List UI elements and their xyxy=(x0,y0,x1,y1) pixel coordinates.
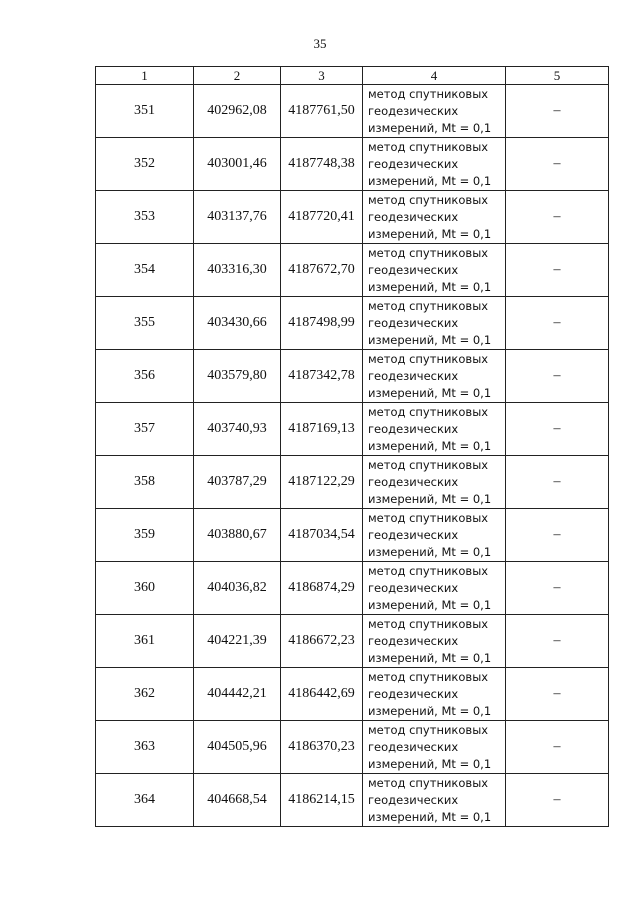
method-line: геодезических xyxy=(368,209,459,224)
method-line: геодезических xyxy=(368,739,459,754)
coordinates-table xyxy=(95,66,609,827)
table-row xyxy=(96,244,609,297)
y-coordinate: 4187342,78 xyxy=(281,350,363,403)
table-header xyxy=(96,67,609,85)
x-coordinate: 403787,29 xyxy=(194,456,281,509)
point-number: 352 xyxy=(96,138,194,191)
header-row xyxy=(96,67,609,85)
method-line: метод спутниковых xyxy=(368,298,489,313)
table-row xyxy=(96,562,609,615)
method-line: геодезических xyxy=(368,580,459,595)
x-coordinate: 404036,82 xyxy=(194,562,281,615)
point-number: 358 xyxy=(96,456,194,509)
method-description xyxy=(363,244,506,297)
method-line: геодезических xyxy=(368,103,459,118)
point-number: 351 xyxy=(96,85,194,138)
method-line: метод спутниковых xyxy=(368,563,489,578)
point-number: 362 xyxy=(96,668,194,721)
method-line: метод спутниковых xyxy=(368,775,489,790)
table-row xyxy=(96,456,609,509)
x-coordinate: 403880,67 xyxy=(194,509,281,562)
x-coordinate: 402962,08 xyxy=(194,85,281,138)
column-header-2: 2 xyxy=(194,67,281,85)
method-line: метод спутниковых xyxy=(368,722,489,737)
method-line: измерений, Mt = 0,1 xyxy=(368,809,492,824)
table-row xyxy=(96,509,609,562)
table-row xyxy=(96,403,609,456)
method-description xyxy=(363,774,506,827)
point-number: 359 xyxy=(96,509,194,562)
column-header-4: 4 xyxy=(363,67,506,85)
method-line: измерений, Mt = 0,1 xyxy=(368,756,492,771)
method-line: измерений, Mt = 0,1 xyxy=(368,120,492,135)
note-dash: – xyxy=(506,668,609,721)
y-coordinate: 4187122,29 xyxy=(281,456,363,509)
method-line: измерений, Mt = 0,1 xyxy=(368,226,492,241)
note-dash: – xyxy=(506,244,609,297)
y-coordinate: 4187169,13 xyxy=(281,403,363,456)
method-line: геодезических xyxy=(368,474,459,489)
method-description xyxy=(363,562,506,615)
method-line: геодезических xyxy=(368,368,459,383)
method-line: метод спутниковых xyxy=(368,457,489,472)
table-row xyxy=(96,774,609,827)
note-dash: – xyxy=(506,721,609,774)
x-coordinate: 403430,66 xyxy=(194,297,281,350)
method-description xyxy=(363,668,506,721)
x-coordinate: 403316,30 xyxy=(194,244,281,297)
note-dash: – xyxy=(506,85,609,138)
note-dash: – xyxy=(506,774,609,827)
x-coordinate: 403137,76 xyxy=(194,191,281,244)
y-coordinate: 4186442,69 xyxy=(281,668,363,721)
method-line: измерений, Mt = 0,1 xyxy=(368,438,492,453)
method-description xyxy=(363,138,506,191)
x-coordinate: 404668,54 xyxy=(194,774,281,827)
note-dash: – xyxy=(506,456,609,509)
note-dash: – xyxy=(506,138,609,191)
method-line: измерений, Mt = 0,1 xyxy=(368,332,492,347)
method-description xyxy=(363,509,506,562)
method-line: геодезических xyxy=(368,792,459,807)
point-number: 353 xyxy=(96,191,194,244)
y-coordinate: 4187034,54 xyxy=(281,509,363,562)
table-body xyxy=(96,85,609,827)
y-coordinate: 4186370,23 xyxy=(281,721,363,774)
point-number: 354 xyxy=(96,244,194,297)
y-coordinate: 4187672,70 xyxy=(281,244,363,297)
method-line: измерений, Mt = 0,1 xyxy=(368,544,492,559)
y-coordinate: 4186672,23 xyxy=(281,615,363,668)
y-coordinate: 4187748,38 xyxy=(281,138,363,191)
x-coordinate: 404505,96 xyxy=(194,721,281,774)
x-coordinate: 403579,80 xyxy=(194,350,281,403)
method-line: метод спутниковых xyxy=(368,86,489,101)
note-dash: – xyxy=(506,403,609,456)
method-line: метод спутниковых xyxy=(368,404,489,419)
method-line: метод спутниковых xyxy=(368,192,489,207)
note-dash: – xyxy=(506,191,609,244)
method-description xyxy=(363,403,506,456)
column-header-3: 3 xyxy=(281,67,363,85)
method-line: измерений, Mt = 0,1 xyxy=(368,491,492,506)
column-header-1: 1 xyxy=(96,67,194,85)
point-number: 363 xyxy=(96,721,194,774)
method-description xyxy=(363,297,506,350)
method-line: метод спутниковых xyxy=(368,245,489,260)
table-row xyxy=(96,668,609,721)
method-line: измерений, Mt = 0,1 xyxy=(368,279,492,294)
method-line: измерений, Mt = 0,1 xyxy=(368,385,492,400)
point-number: 357 xyxy=(96,403,194,456)
method-line: измерений, Mt = 0,1 xyxy=(368,173,492,188)
x-coordinate: 403001,46 xyxy=(194,138,281,191)
table-row xyxy=(96,191,609,244)
note-dash: – xyxy=(506,509,609,562)
point-number: 355 xyxy=(96,297,194,350)
method-description xyxy=(363,350,506,403)
y-coordinate: 4187761,50 xyxy=(281,85,363,138)
method-line: геодезических xyxy=(368,686,459,701)
y-coordinate: 4186214,15 xyxy=(281,774,363,827)
table-row xyxy=(96,85,609,138)
method-description xyxy=(363,85,506,138)
method-line: метод спутниковых xyxy=(368,616,489,631)
table-row xyxy=(96,615,609,668)
page-number: 35 xyxy=(313,36,327,51)
note-dash: – xyxy=(506,615,609,668)
note-dash: – xyxy=(506,350,609,403)
x-coordinate: 403740,93 xyxy=(194,403,281,456)
table-row xyxy=(96,721,609,774)
point-number: 360 xyxy=(96,562,194,615)
point-number: 356 xyxy=(96,350,194,403)
method-line: геодезических xyxy=(368,633,459,648)
method-line: геодезических xyxy=(368,421,459,436)
y-coordinate: 4187498,99 xyxy=(281,297,363,350)
x-coordinate: 404442,21 xyxy=(194,668,281,721)
y-coordinate: 4186874,29 xyxy=(281,562,363,615)
method-line: метод спутниковых xyxy=(368,351,489,366)
method-description xyxy=(363,615,506,668)
method-description xyxy=(363,721,506,774)
x-coordinate: 404221,39 xyxy=(194,615,281,668)
method-line: метод спутниковых xyxy=(368,139,489,154)
method-line: измерений, Mt = 0,1 xyxy=(368,597,492,612)
point-number: 364 xyxy=(96,774,194,827)
note-dash: – xyxy=(506,297,609,350)
y-coordinate: 4187720,41 xyxy=(281,191,363,244)
method-line: геодезических xyxy=(368,156,459,171)
method-line: метод спутниковых xyxy=(368,669,489,684)
point-number: 361 xyxy=(96,615,194,668)
method-description xyxy=(363,456,506,509)
column-header-5: 5 xyxy=(506,67,609,85)
table-row xyxy=(96,138,609,191)
method-line: геодезических xyxy=(368,262,459,277)
table-row xyxy=(96,350,609,403)
method-line: геодезических xyxy=(368,527,459,542)
table-row xyxy=(96,297,609,350)
method-line: геодезических xyxy=(368,315,459,330)
method-line: метод спутниковых xyxy=(368,510,489,525)
method-line: измерений, Mt = 0,1 xyxy=(368,650,492,665)
method-description xyxy=(363,191,506,244)
note-dash: – xyxy=(506,562,609,615)
method-line: измерений, Mt = 0,1 xyxy=(368,703,492,718)
